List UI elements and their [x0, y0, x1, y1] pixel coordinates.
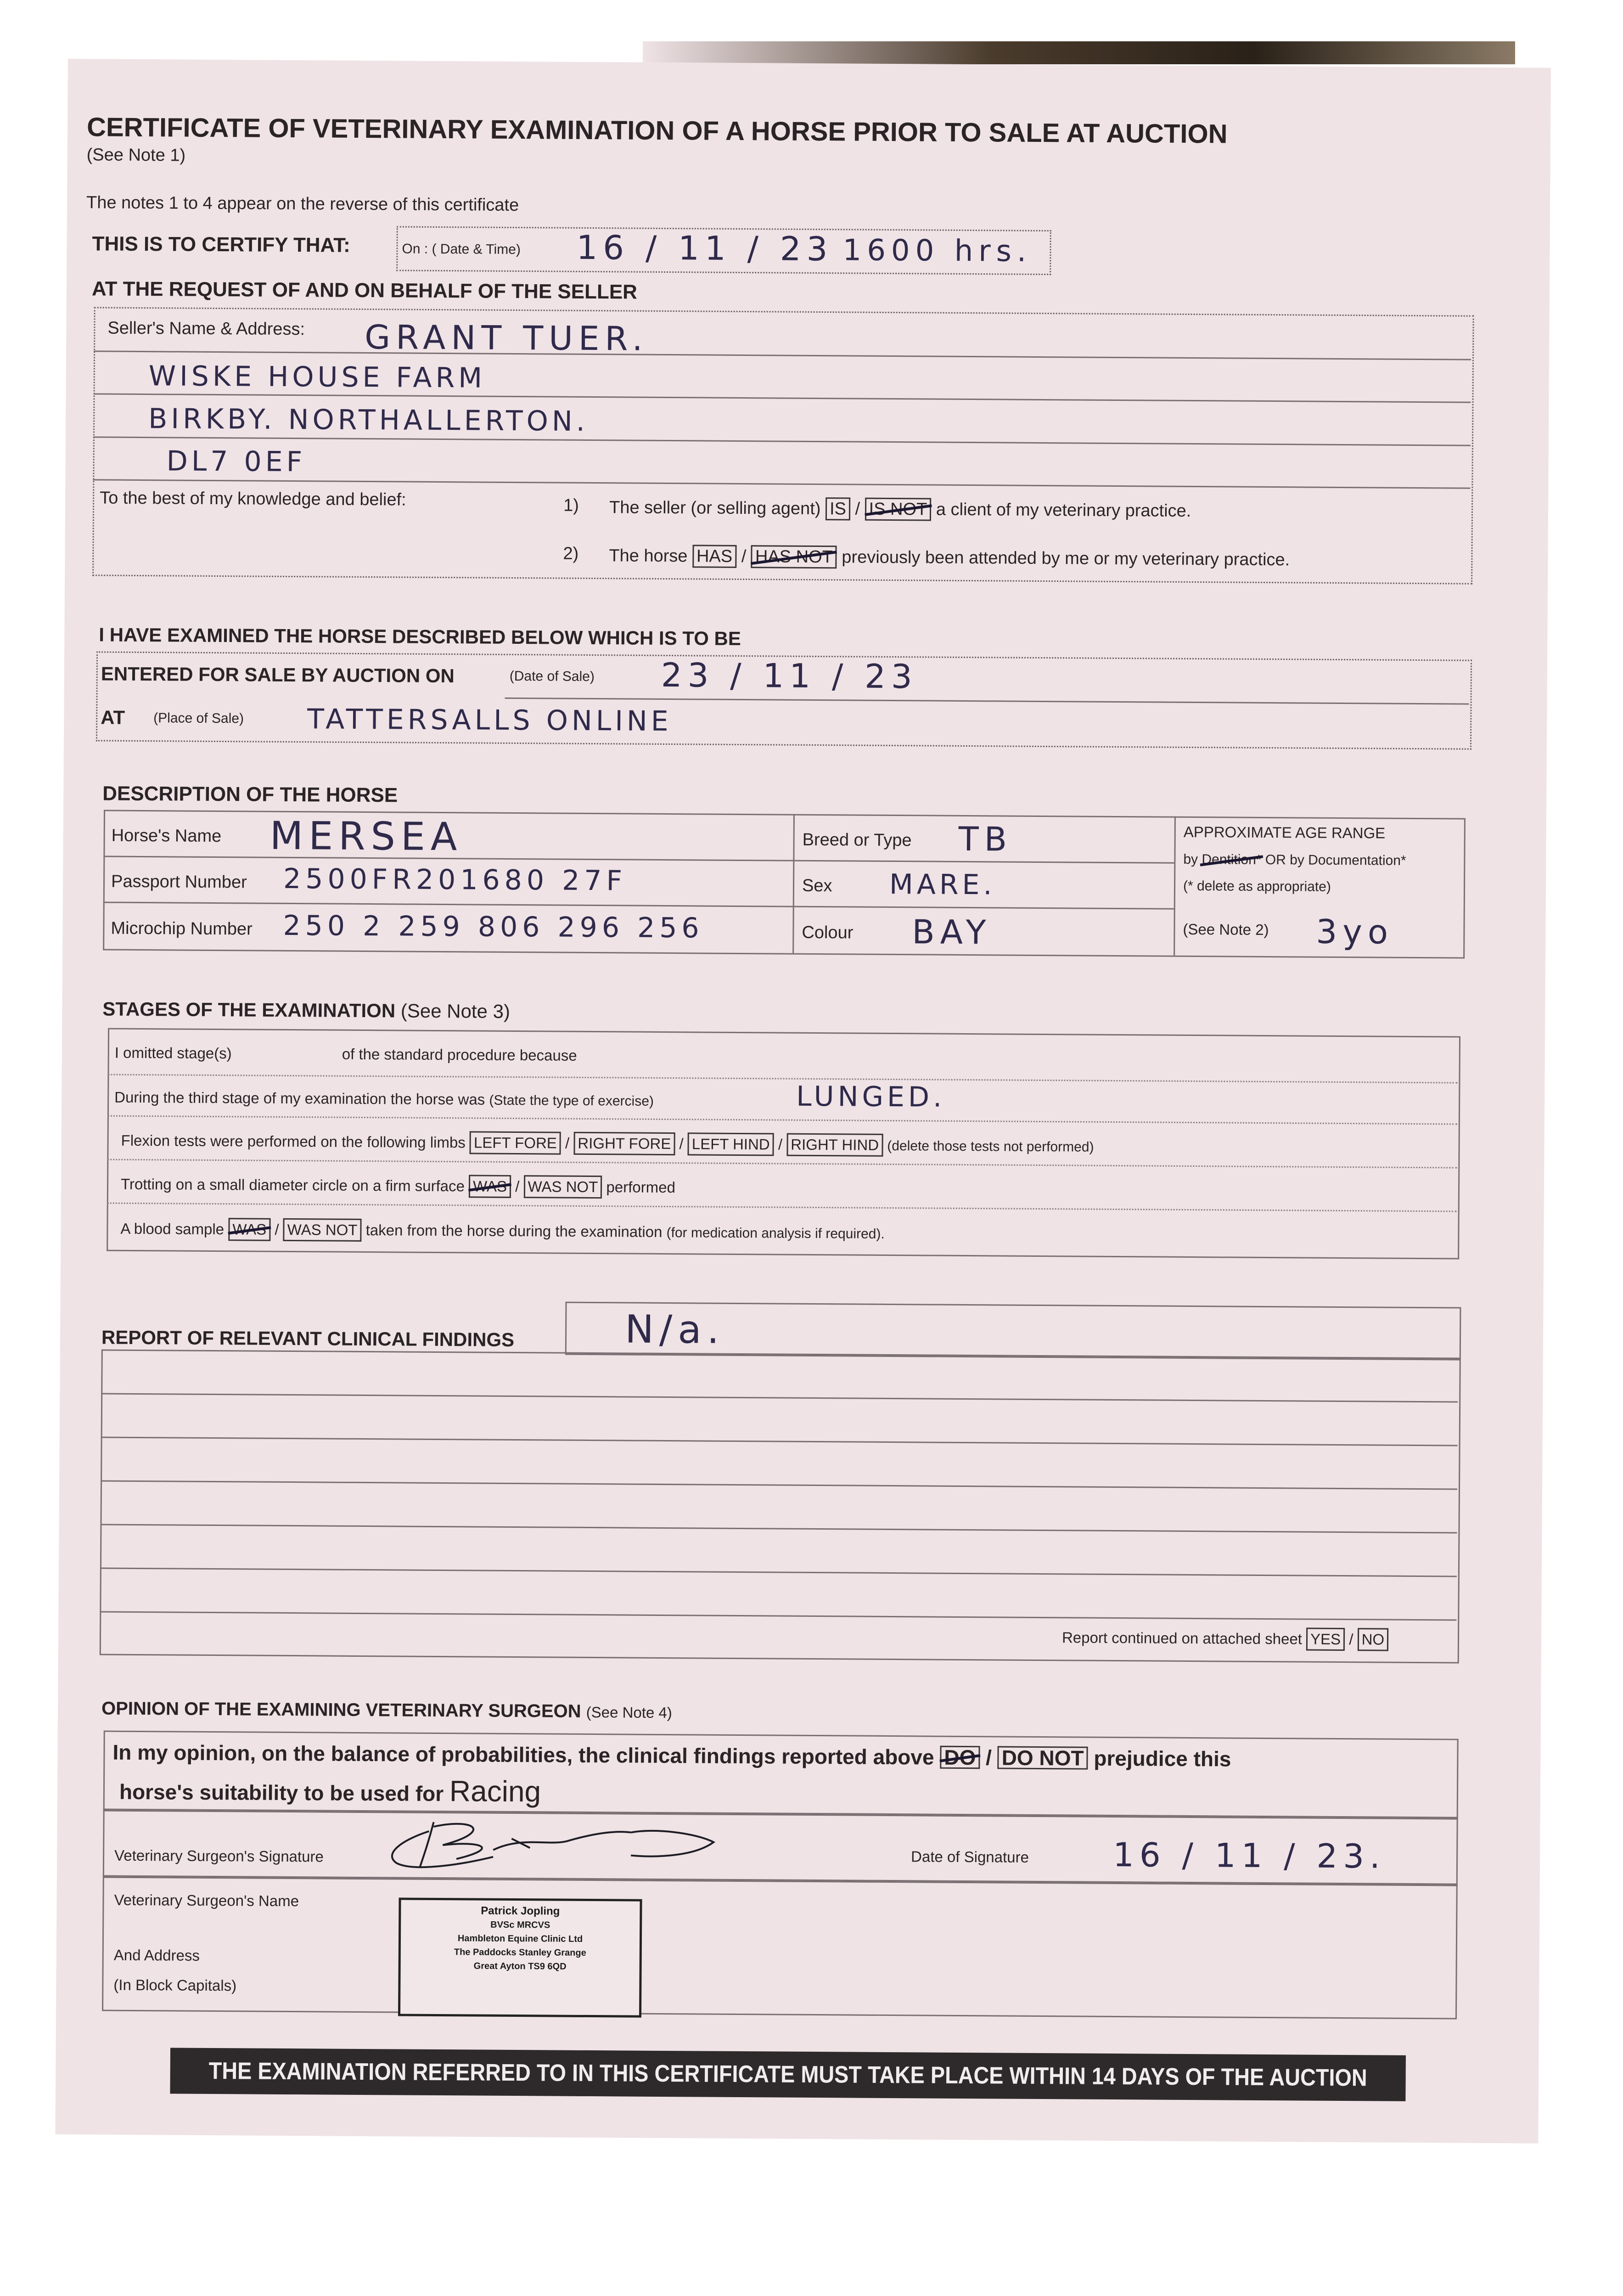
signature-image [374, 1812, 723, 1879]
flex-left-fore[interactable]: LEFT FORE [470, 1131, 561, 1154]
background-edge [643, 41, 1515, 64]
stamp-line2: BVSc MRCVS [490, 1919, 550, 1930]
footer-banner: THE EXAMINATION REFERRED TO IN THIS CERTIFICATE MUST TAKE PLACE WITHIN 14 DAYS OF THE AUCTION [170, 2048, 1406, 2101]
description-title: DESCRIPTION OF THE HORSE [102, 782, 398, 807]
certificate-sheet [55, 59, 1551, 2144]
seller-section-title: AT THE REQUEST OF AND ON BEHALF OF THE SELLER [91, 277, 638, 304]
date-time-label: On : ( Date & Time) [402, 241, 521, 258]
breed-value: TB [958, 819, 1013, 859]
flex-sep-1: / [565, 1134, 570, 1152]
trot-was-not-option[interactable]: WAS NOT [523, 1175, 602, 1199]
sex-label: Sex [802, 876, 832, 896]
opinion-do-not-option[interactable]: DO NOT [998, 1746, 1088, 1769]
horse-name-value: MERSEA [270, 813, 463, 860]
stmt2-has-option[interactable]: HAS [692, 545, 736, 568]
microchip-label: Microchip Number [111, 918, 253, 939]
stages-note: (See Note 3) [400, 1000, 511, 1022]
trot-sep: / [515, 1177, 520, 1195]
blood-note: (for medication analysis if required). [666, 1225, 885, 1242]
report-continued-sep: / [1349, 1631, 1353, 1648]
opinion-text-1: In my opinion, on the balance of probabilities, the clinical findings reported above [112, 1740, 934, 1769]
breed-label: Breed or Type [802, 830, 912, 850]
colour-label: Colour [802, 923, 854, 943]
omitted-label: I omitted stage(s) [114, 1044, 232, 1062]
blood-sep: / [275, 1221, 279, 1238]
opinion-text-2: prejudice this [1094, 1746, 1231, 1771]
opinion-sep: / [985, 1745, 992, 1770]
stmt2-line [609, 544, 1290, 571]
flex-sep-3: / [778, 1136, 783, 1153]
opinion-use-value: Racing [449, 1774, 541, 1808]
blood-was-not-option[interactable]: WAS NOT [283, 1218, 362, 1242]
trot-was-option[interactable]: WAS [469, 1175, 511, 1198]
stmt1-is-option[interactable]: IS [826, 497, 850, 520]
vet-name-row [102, 1875, 1458, 2020]
belief-label: To the best of my knowledge and belief: [100, 488, 406, 510]
passport-label: Passport Number [111, 872, 247, 892]
seller-address-line1: WISKE HOUSE FARM [148, 360, 486, 394]
opinion-note: (See Note 4) [586, 1703, 672, 1722]
opinion-text-3: horse's suitability to be used for [119, 1779, 444, 1806]
omitted-suffix: of the standard procedure because [342, 1045, 577, 1064]
third-stage-value: LUNGED. [796, 1080, 946, 1114]
see-note-1: (See Note 1) [86, 145, 186, 165]
stmt1-line [609, 496, 1191, 523]
vet-address-label: And Address [113, 1946, 200, 1964]
stmt1-is-not-option[interactable]: IS NOT [865, 498, 931, 521]
age-value: 3yo [1316, 912, 1394, 951]
stmt2-sep: / [741, 546, 747, 567]
date-signature-label: Date of Signature [911, 1848, 1029, 1866]
block-caps-label: (In Block Capitals) [113, 1976, 237, 1994]
stmt2-has-not-option[interactable]: HAS NOT [751, 545, 837, 568]
report-continued-yes[interactable]: YES [1306, 1628, 1345, 1651]
report-continued-label: Report continued on attached sheet [1061, 1629, 1303, 1648]
notes-line: The notes 1 to 4 appear on the reverse of this certificate [86, 193, 519, 215]
flex-sep-2: / [679, 1135, 684, 1153]
stmt1-sep: / [855, 499, 860, 519]
seller-name-label: Seller's Name & Address: [107, 318, 305, 339]
colour-value: BAY [912, 912, 992, 952]
entered-label: ENTERED FOR SALE BY AUCTION ON [101, 663, 455, 687]
age-see-note: (See Note 2) [1183, 920, 1269, 939]
third-stage-label: During the third stage of my examination the horse was [114, 1088, 485, 1108]
exam-date-value: 16 / 11 / 23 [576, 228, 833, 269]
stmt2-prefix: The horse [609, 546, 688, 566]
third-stage-hint: (State the type of exercise) [489, 1092, 654, 1109]
passport-value: 2500FR201680 27F [283, 862, 627, 897]
stamp-line1: Patrick Jopling [481, 1904, 560, 1918]
seller-address-line2: BIRKBY. NORTHALLERTON. [148, 403, 589, 438]
stmt1-num: 1) [563, 495, 579, 515]
opinion-do-option[interactable]: DO [940, 1746, 980, 1769]
date-signature-value: 16 / 11 / 23. [1112, 1835, 1386, 1876]
stamp-line3: Hambleton Equine Clinic Ltd [457, 1933, 583, 1944]
age-by: by [1183, 851, 1198, 867]
stmt1-suffix: a client of my veterinary practice. [936, 500, 1191, 521]
vet-name-label: Veterinary Surgeon's Name [114, 1891, 299, 1910]
certify-label: THIS IS TO CERTIFY THAT: [92, 232, 350, 257]
age-dentition-option[interactable]: Dentition* [1202, 852, 1262, 867]
place-label: (Place of Sale) [153, 710, 244, 726]
blood-label: A blood sample [120, 1220, 225, 1238]
opinion-title-line [101, 1699, 672, 1723]
certificate-title: CERTIFICATE OF VETERINARY EXAMINATION OF A HORSE PRIOR TO SALE AT AUCTION [86, 112, 1228, 149]
trot-line [121, 1173, 675, 1199]
vet-stamp [398, 1897, 642, 2017]
flex-right-fore[interactable]: RIGHT FORE [573, 1132, 675, 1155]
stages-title-line [102, 998, 510, 1022]
stmt1-prefix: The seller (or selling agent) [609, 498, 821, 519]
flex-left-hind[interactable]: LEFT HIND [688, 1132, 774, 1156]
trot-suffix: performed [606, 1178, 676, 1196]
stamp-line4: The Paddocks Stanley Grange [454, 1947, 586, 1958]
stmt2-num: 2) [563, 544, 579, 563]
third-stage-line [114, 1089, 654, 1109]
blood-was-option[interactable]: WAS [228, 1218, 270, 1241]
sale-date-value: 23 / 11 / 23 [661, 655, 918, 696]
age-method-line [1183, 852, 1406, 869]
signature-label: Veterinary Surgeon's Signature [114, 1846, 324, 1865]
blood-suffix: taken from the horse during the examination [365, 1221, 663, 1240]
stmt2-suffix: previously been attended by me or my veterinary practice. [842, 547, 1290, 570]
sex-value: MARE. [889, 868, 996, 901]
stamp-line5: Great Ayton TS9 6QD [473, 1961, 567, 1972]
flexion-label: Flexion tests were performed on the following limbs [121, 1131, 466, 1151]
report-continued-no[interactable]: NO [1357, 1628, 1388, 1651]
microchip-value: 250 2 259 806 296 256 [283, 909, 704, 945]
seller-name-value: GRANT TUER. [365, 317, 648, 358]
exam-time-value: 1600 hrs. [842, 233, 1032, 269]
sale-date-label: (Date of Sale) [509, 668, 595, 685]
age-doc-option[interactable]: OR by Documentation* [1265, 852, 1406, 868]
blood-line [120, 1217, 885, 1245]
report-continued-line [1059, 1626, 1391, 1651]
opinion-line2 [119, 1772, 541, 1809]
flexion-note: (delete those tests not performed) [887, 1138, 1094, 1155]
age-delete-note: (* delete as appropriate) [1183, 878, 1331, 895]
report-value: N/a. [624, 1306, 725, 1352]
stages-title: STAGES OF THE EXAMINATION [102, 998, 396, 1022]
horse-name-label: Horse's Name [111, 826, 222, 846]
at-label: AT [101, 706, 125, 728]
seller-address-line3: DL7 0EF [166, 445, 306, 478]
examined-line: I HAVE EXAMINED THE HORSE DESCRIBED BELOW WHICH IS TO BE [99, 624, 741, 649]
flex-right-hind[interactable]: RIGHT HIND [786, 1133, 883, 1157]
age-title: APPROXIMATE AGE RANGE [1183, 823, 1386, 842]
place-value: TATTERSALLS ONLINE [307, 703, 672, 738]
opinion-title: OPINION OF THE EXAMINING VETERINARY SURGEON [101, 1698, 581, 1722]
trot-label: Trotting on a small diameter circle on a firm surface [120, 1175, 465, 1195]
report-title: REPORT OF RELEVANT CLINICAL FINDINGS [101, 1326, 515, 1351]
